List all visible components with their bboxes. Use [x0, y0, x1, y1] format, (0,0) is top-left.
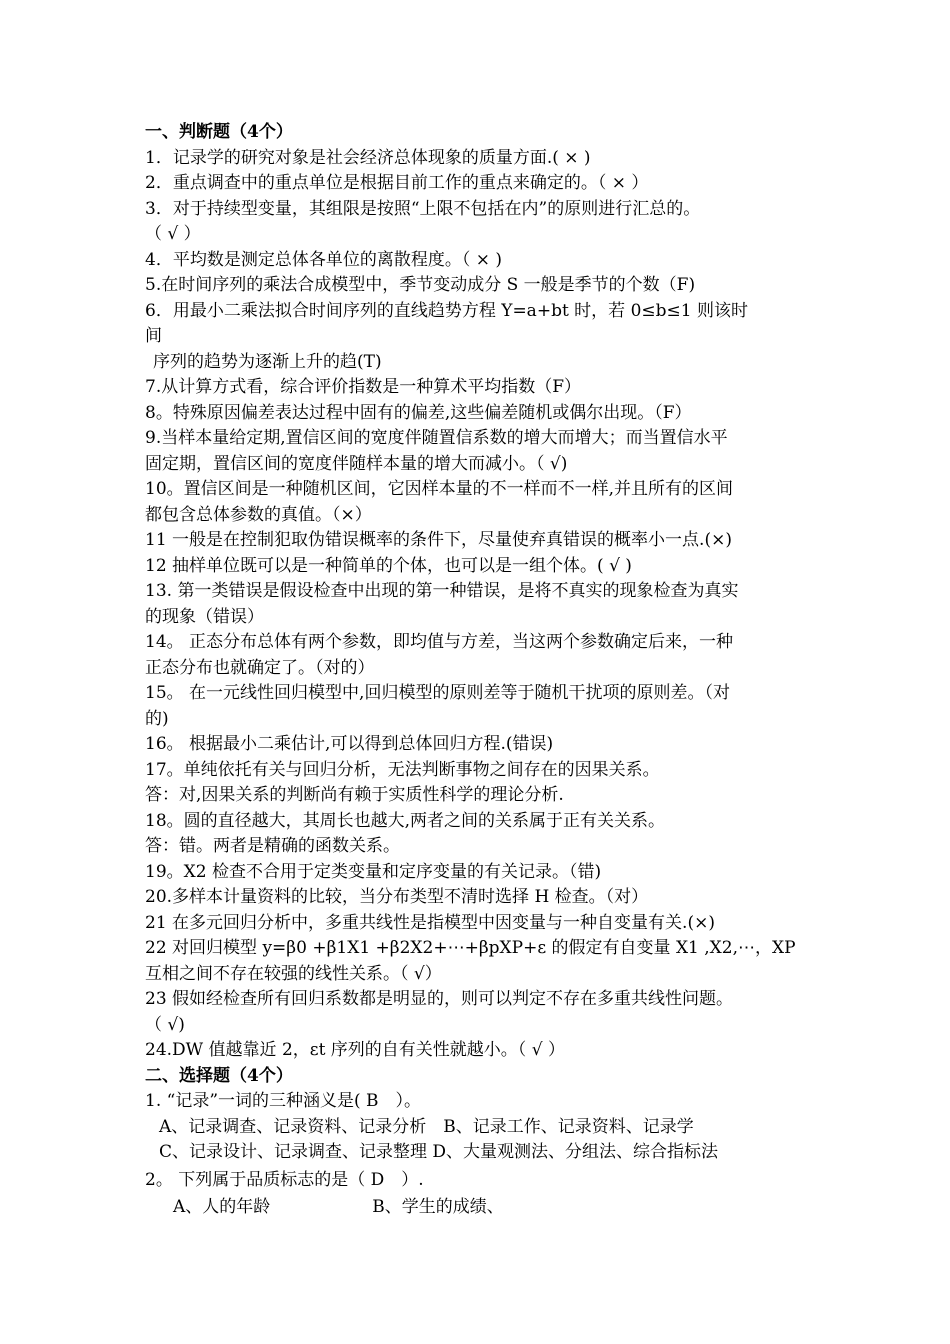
text-line: 14。 正态分布总体有两个参数，即均值与方差，当这两个参数确定后来，一种	[145, 632, 734, 652]
text-line: 8。特殊原因偏差表达过程中固有的偏差,这些偏差随机或偶尔出现。（F）	[145, 402, 692, 423]
text-line: 16。 根据最小二乘估计,可以得到总体回归方程.(错误)	[145, 734, 554, 754]
text-line: 3．对于持续型变量，其组限是按照“上限不包括在内”的原则进行汇总的。	[145, 198, 701, 219]
text-line: 12 抽样单位既可以是一种简单的个体，也可以是一组个体。( √ )	[145, 555, 632, 576]
text-line: 1. “记录”一词的三种涵义是( B ）。	[145, 1091, 422, 1111]
text-line: 互相之间不存在较强的线性关系。（ √）	[145, 963, 442, 984]
text-line: 13. 第一类错误是假设检查中出现的第一种错误，是将不真实的现象检查为真实	[145, 581, 739, 601]
text-line: 1．记录学的研究对象是社会经济总体现象的质量方面.( × )	[145, 147, 591, 168]
text-line: 的现象（错误）	[145, 606, 264, 627]
text-line: 的)	[145, 708, 169, 729]
text-line: 15。 在一元线性回归模型中,回归模型的原则差等于随机干扰项的原则差。（对	[145, 683, 730, 703]
text-line: 10。置信区间是一种随机区间，它因样本量的不一样而不一样,并且所有的区间	[145, 479, 734, 499]
text-line: 5.在时间序列的乘法合成模型中，季节变动成分 S 一般是季节的个数（F)	[145, 275, 696, 295]
text-line: 4．平均数是测定总体各单位的离散程度。（ × )	[145, 249, 502, 270]
text-line: 答：对,因果关系的判断尚有赖于实质性科学的理论分析.	[145, 785, 564, 805]
text-line: 2．重点调查中的重点单位是根据目前工作的重点来确定的。（ × ）	[145, 173, 649, 193]
text-line: （ √)	[145, 1014, 185, 1035]
section-heading: 二、选择题（4个）	[145, 1065, 293, 1086]
text-line: 正态分布也就确定了。（对的）	[145, 657, 375, 678]
text-line: 都包含总体参数的真值。（×）	[145, 504, 372, 525]
text-line: 18。圆的直径越大，其周长也越大,两者之间的关系属于正有关关系。	[145, 810, 666, 831]
text-line: 2。 下列属于品质标志的是（ D ）.	[145, 1169, 424, 1190]
text-line: 19。X2 检查不合用于定类变量和定序变量的有关记录。（错)	[145, 861, 602, 882]
document-body	[145, 120, 810, 1221]
text-line: 7.从计算方式看，综合评价指数是一种算术平均指数（F）	[145, 377, 582, 397]
text-line: 6．用最小二乘法拟合时间序列的直线趋势方程 Y=a+bt 时，若 0≤b≤1 则该时	[145, 300, 748, 321]
text-line: 9.当样本量给定期,置信区间的宽度伴随置信系数的增大而增大；而当置信水平	[145, 428, 728, 448]
text-line: A、人的年龄 B、学生的成绩、	[173, 1197, 504, 1217]
text-line: 20.多样本计量资料的比较，当分布类型不清时选择 H 检查。（对）	[145, 887, 649, 907]
text-line: 24.DW 值越靠近 2，εt 序列的自有关性就越小。（ √ ）	[145, 1040, 565, 1060]
text-line: C、记录设计、记录调查、记录整理 D、大量观测法、分组法、综合指标法	[159, 1142, 719, 1162]
text-line: 11 一般是在控制犯取伪错误概率的条件下，尽量使弃真错误的概率小一点.(×)	[145, 530, 732, 550]
text-line: 17。单纯依托有关与回归分析，无法判断事物之间存在的因果关系。	[145, 759, 660, 780]
text-line: A、记录调查、记录资料、记录分析 B、记录工作、记录资料、记录学	[159, 1116, 694, 1137]
text-line: 23 假如经检查所有回归系数都是明显的，则可以判定不存在多重共线性问题。	[145, 989, 734, 1009]
text-line: 答：错。两者是精确的函数关系。	[145, 836, 400, 856]
text-line: 固定期，置信区间的宽度伴随样本量的增大而减小。（ √)	[145, 453, 568, 474]
text-line: 22 对回归模型 y=β0 +β1X1 +β2X2+⋯+βpXP+ε 的假定有自变量 X1 ,X2,⋯，XP	[145, 938, 796, 958]
section-heading: 一、判断题（4个）	[145, 122, 293, 142]
text-line: 21 在多元回归分析中，多重共线性是指模型中因变量与一种自变量有关.(×)	[145, 912, 715, 933]
text-line: （ √ ）	[145, 224, 201, 244]
text-line: 间	[145, 326, 162, 346]
text-line: 序列的趋势为逐渐上升的趋(T)	[153, 351, 382, 372]
